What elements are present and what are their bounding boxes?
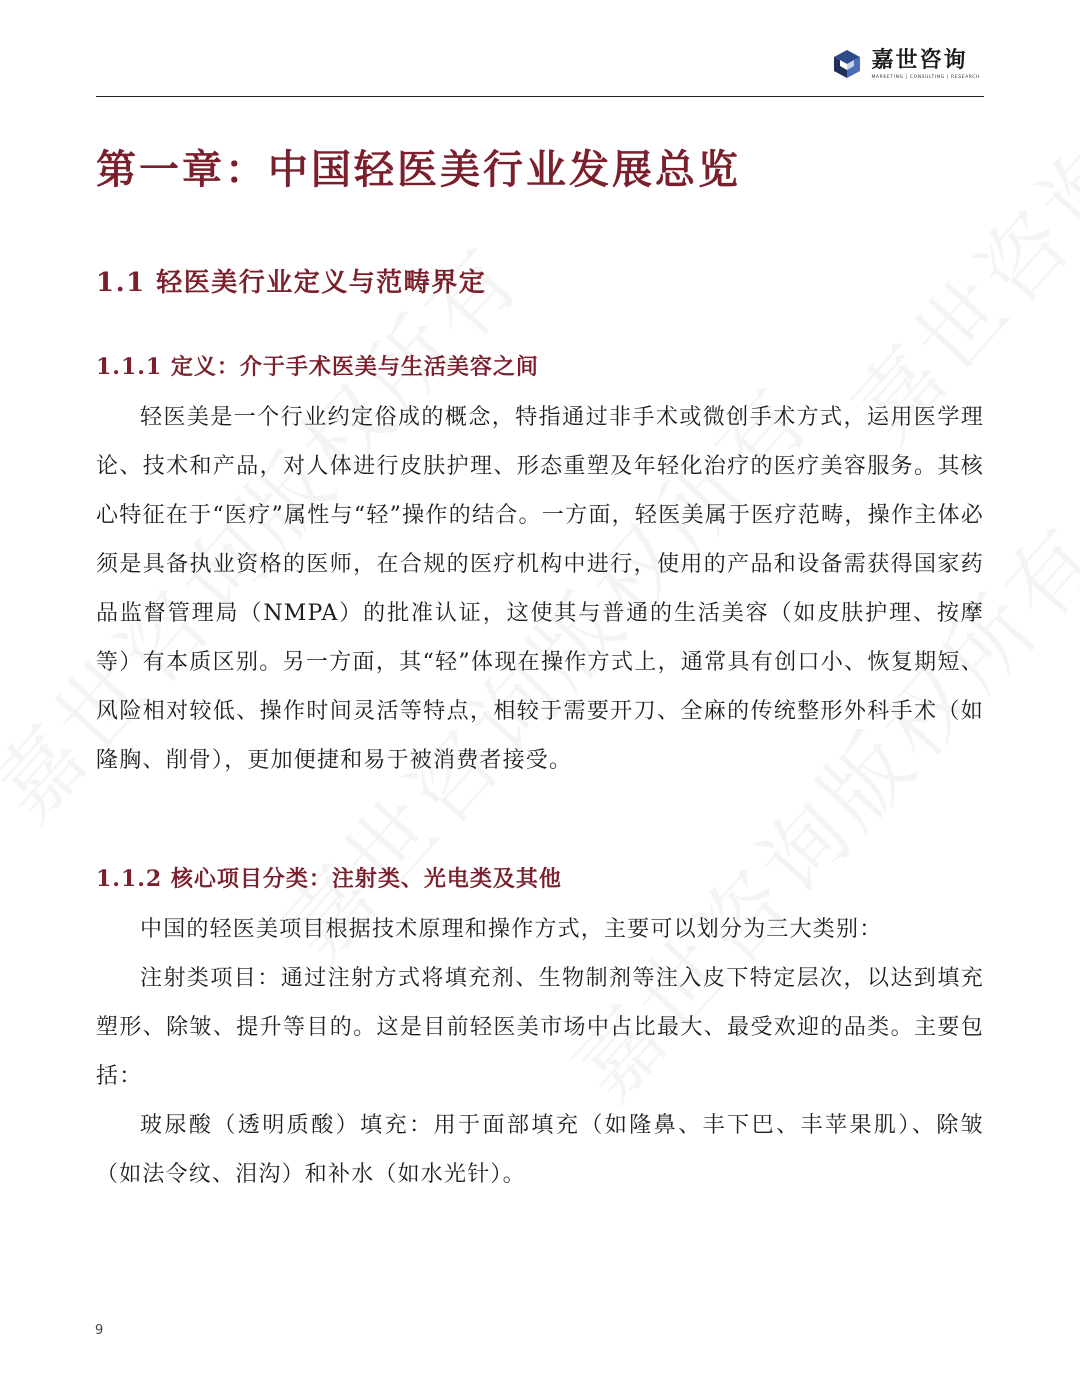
page-number: 9 — [95, 1323, 104, 1338]
brand-text — [871, 49, 980, 80]
paragraph: 中国的轻医美项目根据技术原理和操作方式，主要可以划分为三大类别： — [140, 917, 883, 942]
brand-tagline: MARKETING | CONSULTING | RESEARCH — [871, 74, 980, 80]
paragraph: 注射类项目：通过注射方式将填充剂、生物制剂等注入皮下特定层次，以达到填充塑形、除皱、提升等目的。这是目前轻医美市场中占比最大、最受欢迎的品类。主要包括： — [96, 966, 984, 1089]
section-title: 1.1 轻医美行业定义与范畴界定 — [96, 268, 487, 298]
subsection-title: 1.1.2 核心项目分类：注射类、光电类及其他 — [96, 866, 562, 892]
brand-logo — [831, 48, 980, 80]
cube-logo-icon — [831, 48, 863, 80]
brand-name: 嘉世咨询 — [871, 47, 968, 73]
subsection-body — [96, 905, 984, 1199]
paragraph: 玻尿酸（透明质酸）填充：用于面部填充（如隆鼻、丰下巴、丰苹果肌）、除皱（如法令纹、泪沟）和补水（如水光针）。 — [96, 1113, 984, 1187]
subsection-title: 1.1.1 定义：介于手术医美与生活美容之间 — [96, 354, 539, 380]
paragraph: 轻医美是一个行业约定俗成的概念，特指通过非手术或微创手术方式，运用医学理论、技术和产品，对人体进行皮肤护理、形态重塑及年轻化治疗的医疗美容服务。其核心特征在于“医疗”属性与“轻”操作的结合。一方面，轻医美属于医疗范畴，操作主体必须是具备执业资格的医师，在合规的医疗机构中进行，使用的产品和设备需获得国家药品监督管理局（NMPA）的批准认证，这使其与普通的生活美容（如皮肤护理、按摩等）有本质区别。另一方面，其“轻”体现在操作方式上，通常具有创口小、恢复期短、风险相对较低、操作时间灵活等特点，相较于需要开刀、全麻的传统整形外科手术（如隆胸、削骨），更加便捷和易于被消费者接受。 — [96, 405, 984, 773]
chapter-title: 第一章：中国轻医美行业发展总览 — [96, 146, 741, 193]
subsection-body — [96, 393, 984, 785]
page-header — [96, 40, 984, 97]
